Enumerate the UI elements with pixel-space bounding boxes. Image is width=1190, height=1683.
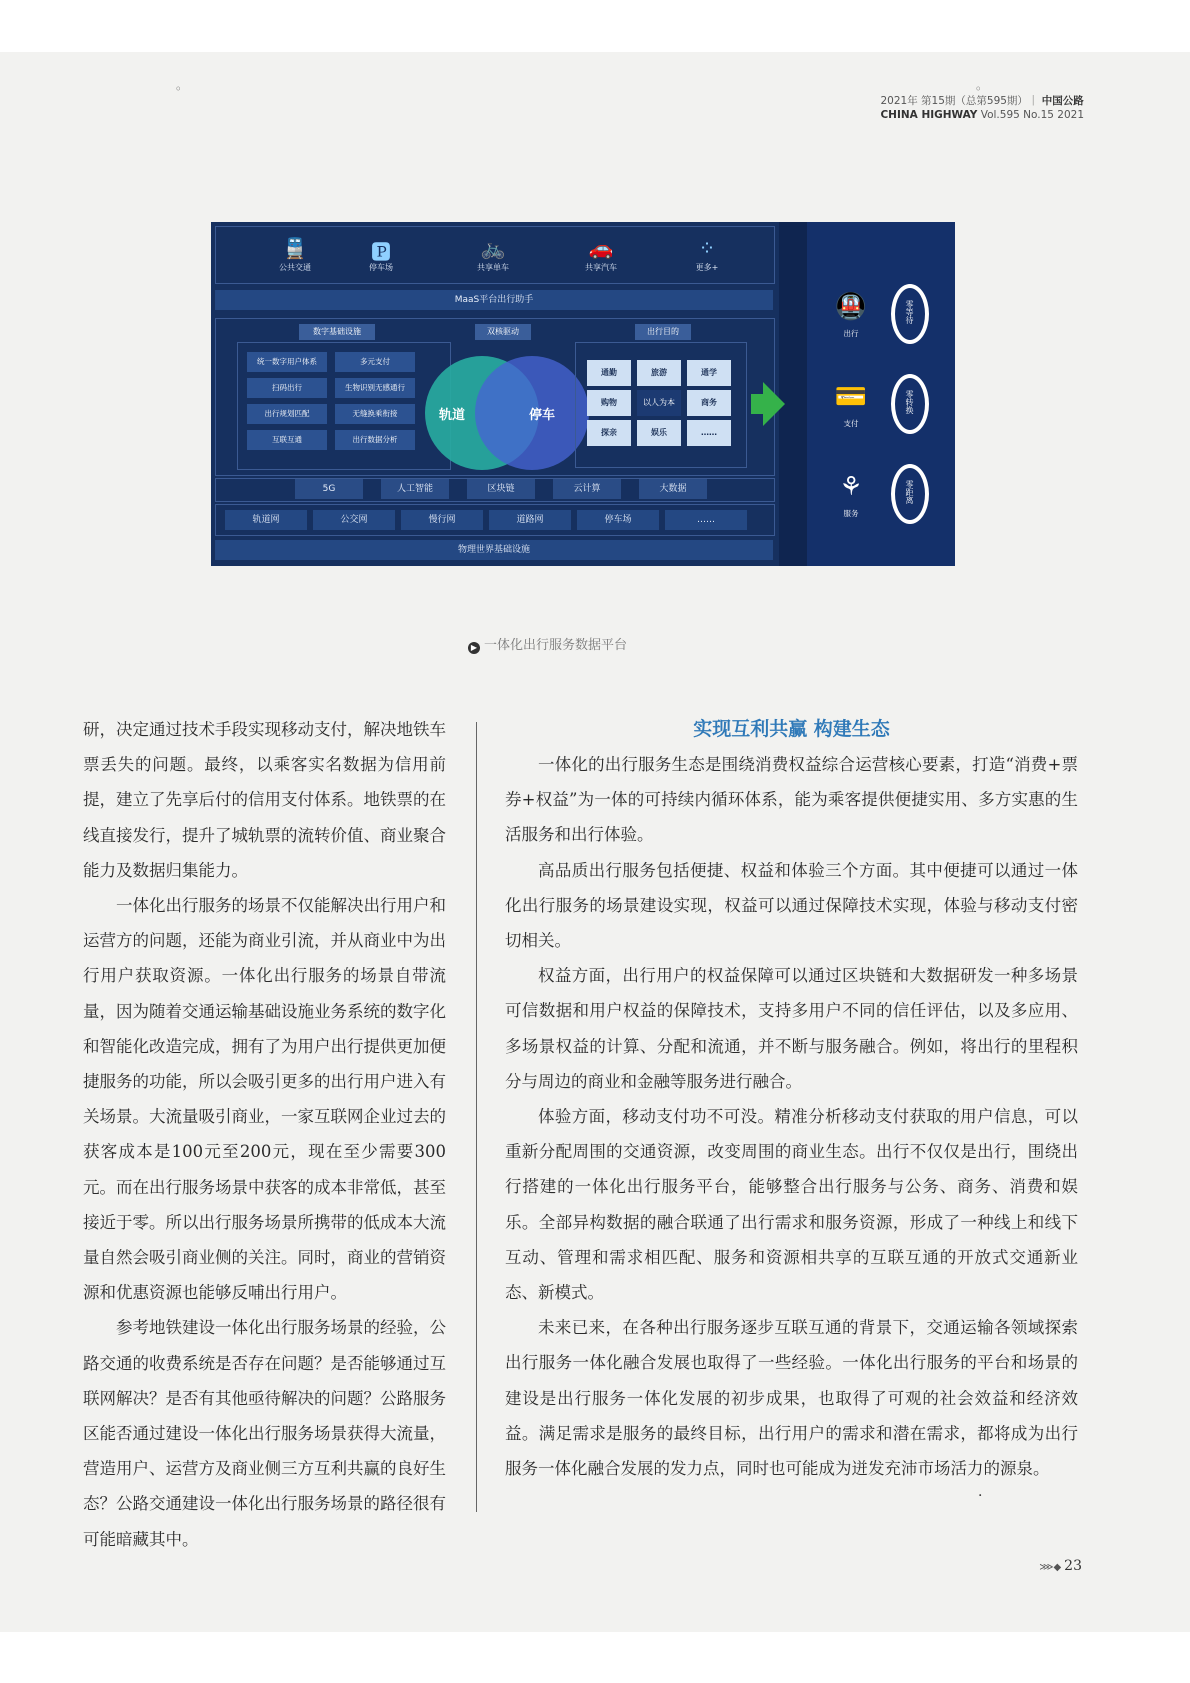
zero-ring: 零距离 bbox=[891, 464, 929, 524]
tech-item: 大数据 bbox=[639, 479, 707, 499]
digital-cell: 出行规划匹配 bbox=[247, 404, 327, 424]
tech-item: 云计算 bbox=[553, 479, 621, 499]
bicycle-icon: 🚲 bbox=[480, 236, 506, 260]
outcome-item: 🚇 出行 零等待 bbox=[827, 282, 937, 362]
dual-title: 双核驱动 bbox=[475, 324, 531, 340]
zero-ring: 零等待 bbox=[891, 284, 929, 344]
digital-cell: 统一数字用户体系 bbox=[247, 352, 327, 372]
paragraph: 体验方面，移动支付功不可没。精准分析移动支付获取的用户信息，可以重新分配周围的交通资源，改变周围的商业生态。出行不仅仅是出行，围绕出行搭建的一体化出行服务平台，能够整合出行服务与公务、商务、消费和娱乐。全部异构数据的融合联通了出行需求和服务资源，形成了一种线上和线下互动、管理和需求相匹配、服务和资源相共享的互联互通的开放式交通新业态、新模式。 bbox=[505, 1107, 1078, 1303]
parking-icon: 🅿 bbox=[371, 240, 391, 264]
tech-item: 人工智能 bbox=[381, 479, 449, 499]
network-item: 停车场 bbox=[577, 510, 659, 530]
more-icon: ⁘ bbox=[698, 236, 716, 260]
play-icon: ▶ bbox=[468, 642, 480, 654]
trailing-dot: · bbox=[978, 1488, 983, 1504]
paragraph: 一体化出行服务的场景不仅能解决出行用户和运营方的问题，还能为商业引流，并从商业中为出行用户获取资源。一体化出行服务的场景自带流量，因为随着交通运输基础设施业务系统的数字化和智能化改造完成，拥有了为用户出行提供更加便捷服务的功能，所以会吸引更多的出行用户进入有关场景。大流量吸引商业，一家互联网企业过去的获客成本是100元至200元，现在至少需要300元。而在出行服务场景中获客的成本非常低，甚至接近于零。所以出行服务场景所携带的低成本大流量自然会吸引商业侧的关注。同时，商业的营销资源和优惠资源也能够反哺出行用户。 bbox=[83, 896, 446, 1303]
zero-ring: 零转换 bbox=[891, 374, 929, 434]
digital-cell: 扫码出行 bbox=[247, 378, 327, 398]
network-item: 公交网 bbox=[313, 510, 395, 530]
car-icon: 🚗 bbox=[588, 236, 614, 260]
purpose-cell: 通学 bbox=[687, 360, 731, 386]
figure-left-panel bbox=[211, 222, 779, 566]
paragraph: 权益方面，出行用户的权益保障可以通过区块链和大数据研发一种多场景可信数据和用户权益的保障技术，支持多用户不同的信任评估，以及多应用、多场景权益的计算、分配和流通，并不断与服务融合。例如，将出行的里程积分与周边的商业和金融等服务进行融合。 bbox=[505, 966, 1078, 1091]
journal-header bbox=[880, 94, 1084, 122]
purpose-cell: 购物 bbox=[587, 390, 631, 416]
figure-right-panel bbox=[807, 222, 955, 566]
mode-item: 🚆 公共交通 bbox=[255, 236, 335, 273]
figure-caption: ▶ 一体化出行服务数据平台 bbox=[468, 634, 627, 654]
train-front-icon: 🚇 bbox=[834, 292, 868, 322]
maas-bar: MaaS平台出行助手 bbox=[215, 290, 773, 310]
right-column bbox=[505, 712, 1078, 1486]
corner-dot: 。 bbox=[976, 78, 989, 92]
page-number: ⋙◆ 23 bbox=[1039, 1558, 1082, 1574]
network-item: …… bbox=[665, 510, 747, 530]
issue-info: 2021年 第15期（总第595期）｜ bbox=[880, 95, 1039, 107]
paragraph: 高品质出行服务包括便捷、权益和体验三个方面。其中便捷可以通过一体化出行服务的场景建设实现，权益可以通过保障技术实现，体验与移动支付密切相关。 bbox=[505, 860, 1078, 951]
journal-name: 中国公路 bbox=[1041, 95, 1084, 107]
purpose-cell: 探亲 bbox=[587, 420, 631, 446]
corner-dot: 。 bbox=[176, 78, 189, 92]
mode-item: 🅿 停车场 bbox=[341, 236, 421, 273]
platform-figure bbox=[211, 222, 955, 566]
service-flower-icon: ⚘ bbox=[839, 472, 863, 502]
mode-item: 🚗 共享汽车 bbox=[561, 236, 641, 273]
payment-card-icon: 💳 bbox=[834, 382, 868, 412]
outcome-item: ⚘ 服务 零距离 bbox=[827, 462, 937, 542]
purpose-title: 出行目的 bbox=[635, 324, 691, 340]
mode-item: 🚲 共享单车 bbox=[453, 236, 533, 273]
column-divider bbox=[476, 722, 477, 1512]
section-title: 实现互利共赢 构建生态 bbox=[693, 718, 890, 740]
purpose-cell: …… bbox=[687, 420, 731, 446]
purpose-cell: 通勤 bbox=[587, 360, 631, 386]
mode-item: ⁘ 更多+ bbox=[667, 236, 747, 273]
train-bus-icon: 🚆 bbox=[282, 236, 308, 260]
digital-title: 数字基础设施 bbox=[299, 324, 375, 340]
network-item: 慢行网 bbox=[401, 510, 483, 530]
parking-label: 停车 bbox=[529, 408, 556, 423]
purpose-cell: 商务 bbox=[687, 390, 731, 416]
purpose-center-cell: 以人为本 bbox=[637, 390, 681, 416]
purpose-cell: 旅游 bbox=[637, 360, 681, 386]
digital-cell: 互联互通 bbox=[247, 430, 327, 450]
paragraph: 一体化的出行服务生态是围绕消费权益综合运营核心要素，打造“消费+票券+权益”为一体的可持续内循环体系，能为乘客提供便捷实用、多方实惠的生活服务和出行体验。 bbox=[505, 755, 1078, 845]
digital-cell: 多元支付 bbox=[335, 352, 415, 372]
purpose-cell: 娱乐 bbox=[637, 420, 681, 446]
physical-bar: 物理世界基础设施 bbox=[215, 540, 773, 560]
tech-item: 5G bbox=[295, 479, 363, 499]
digital-cell: 无缝换乘衔接 bbox=[335, 404, 415, 424]
paragraph: 研，决定通过技术手段实现移动支付，解决地铁车票丢失的问题。最终，以乘客实名数据为信用前提，建立了先享后付的信用支付体系。地铁票的在线直接发行，提升了城轨票的流转价值、商业聚合能力及数据归集能力。 bbox=[83, 720, 446, 880]
network-item: 道路网 bbox=[489, 510, 571, 530]
rail-label: 轨道 bbox=[439, 408, 466, 423]
digital-cell: 出行数据分析 bbox=[335, 430, 415, 450]
paragraph: 参考地铁建设一体化出行服务场景的经验，公路交通的收费系统是否存在问题？是否能够通过互联网解决？是否有其他亟待解决的问题？公路服务区能否通过建设一体化出行服务场景获得大流量，营造用户、运营方及商业侧三方互利共赢的良好生态？公路交通建设一体化出行服务场景的路径很有可能暗藏其中。 bbox=[83, 1318, 446, 1549]
page-marker-icon: ⋙◆ bbox=[1039, 1562, 1062, 1573]
paragraph: 未来已来，在各种出行服务逐步互联互通的背景下，交通运输各领域探索出行服务一体化融合发展也取得了一些经验。一体化出行服务的平台和场景的建设是出行服务一体化发展的初步成果，也取得了可观的社会效益和经济效益。满足需求是服务的最终目标，出行用户的需求和潜在需求，都将成为出行服务一体化融合发展的发力点，同时也可能成为迸发充沛市场活力的源泉。 bbox=[505, 1318, 1078, 1479]
tech-item: 区块链 bbox=[467, 479, 535, 499]
journal-name-en: CHINA HIGHWAY bbox=[880, 109, 978, 121]
volume-info: Vol.595 No.15 2021 bbox=[980, 109, 1084, 121]
digital-cell: 生物识别无感通行 bbox=[335, 378, 415, 398]
left-column bbox=[83, 712, 446, 1557]
green-arrow-icon bbox=[763, 382, 785, 426]
network-item: 轨道网 bbox=[225, 510, 307, 530]
outcome-item: 💳 支付 零转换 bbox=[827, 372, 937, 452]
